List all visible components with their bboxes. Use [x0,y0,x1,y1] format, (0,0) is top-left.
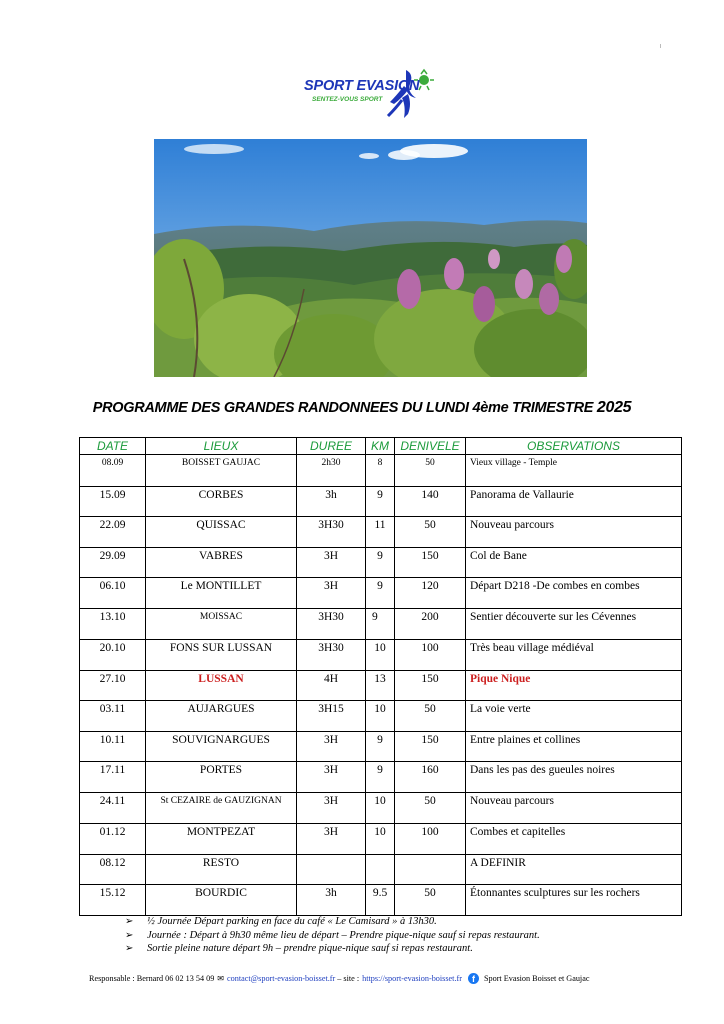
cell-observation: Entre plaines et collines [466,731,682,762]
note-text: Journée : Départ à 9h30 même lieu de départ – Prendre pique-nique sauf si repas restaurant. [147,929,540,941]
logo-name: SPORT EVASION [304,78,420,94]
arrow-bullet-icon: ➢ [125,943,134,954]
cell-observation: Vieux village - Temple [466,455,682,487]
cell-km: 9 [366,731,395,762]
cell-denivele: 200 [395,608,466,640]
cell-observation: Pique Nique [466,670,682,701]
cell-date: 06.10 [80,578,146,609]
note-text: Sortie pleine nature départ 9h – prendre pique-nique sauf si repas restaurant. [147,943,473,954]
table-row [80,701,682,732]
cell-duree: 3H [297,762,366,793]
table-row [80,455,682,487]
cell-duree: 3h [297,885,366,916]
cell-date: 15.12 [80,885,146,916]
cell-denivele: 120 [395,578,466,609]
cell-date: 17.11 [80,762,146,793]
cell-km: 9 [366,578,395,609]
list-item [125,929,540,943]
header-lieux: LIEUX [146,438,297,455]
cell-date: 20.10 [80,640,146,671]
cell-lieu: St CEZAIRE de GAUZIGNAN [146,792,297,824]
cell-duree: 2h30 [297,455,366,487]
landscape-photo [154,139,587,377]
cell-denivele: 50 [395,455,466,487]
footer-responsable: Responsable : Bernard 06 02 13 54 09 [89,974,215,983]
cell-observation: Col de Bane [466,547,682,578]
hike-program-table [79,437,682,916]
cell-duree: 3H30 [297,640,366,671]
table-row [80,854,682,885]
cell-denivele: 50 [395,701,466,732]
cell-duree: 3H15 [297,701,366,732]
cell-date: 27.10 [80,670,146,701]
arrow-bullet-icon: ➢ [125,929,134,941]
cell-km: 9 [366,486,395,517]
cell-denivele [395,854,466,885]
cell-km: 10 [366,792,395,824]
cell-lieu: PORTES [146,762,297,793]
cell-lieu: FONS SUR LUSSAN [146,640,297,671]
cell-km: 9 [366,547,395,578]
table-row [80,824,682,855]
header-date: DATE [80,438,146,455]
cell-km: 13 [366,670,395,701]
cell-lieu: CORBES [146,486,297,517]
cell-observation: Dans les pas des gueules noires [466,762,682,793]
cell-observation: Départ D218 -De combes en combes [466,578,682,609]
cell-observation: Nouveau parcours [466,792,682,824]
facebook-icon[interactable]: f [468,973,479,984]
cell-duree: 3H [297,731,366,762]
cell-lieu: MONTPEZAT [146,824,297,855]
cell-observation: Très beau village médiéval [466,640,682,671]
header-km: KM [366,438,395,455]
cell-duree: 3H30 [297,608,366,640]
cell-lieu: QUISSAC [146,517,297,548]
table-row [80,792,682,824]
cell-duree [297,854,366,885]
cell-observation: Panorama de Vallaurie [466,486,682,517]
cell-denivele: 50 [395,517,466,548]
footer [89,973,589,984]
header-denivele: DENIVELE [395,438,466,455]
table-row [80,731,682,762]
cell-duree: 3H [297,792,366,824]
sport-evasion-logo [294,60,444,128]
list-item [125,942,540,956]
header-duree: DUREE [297,438,366,455]
cell-denivele: 150 [395,731,466,762]
cell-duree: 3H [297,578,366,609]
cell-km: 10 [366,701,395,732]
cell-denivele: 150 [395,547,466,578]
header-observations: OBSERVATIONS [466,438,682,455]
cell-denivele: 150 [395,670,466,701]
cell-observation: Nouveau parcours [466,517,682,548]
table-header-row [80,438,682,455]
title-year: 2025 [596,399,632,416]
cell-lieu: SOUVIGNARGUES [146,731,297,762]
cell-date: 29.09 [80,547,146,578]
cell-date: 10.11 [80,731,146,762]
table-row [80,640,682,671]
cell-km: 11 [366,517,395,548]
cell-duree: 4H [297,670,366,701]
cell-date: 08.12 [80,854,146,885]
table-row [80,885,682,916]
table-row [80,486,682,517]
corner-mark [660,44,661,48]
table-row [80,608,682,640]
envelope-icon: ✉ [217,974,224,983]
footer-site-label: – site : [337,974,360,983]
table-row [80,670,682,701]
cell-lieu: RESTO [146,854,297,885]
cell-lieu: MOISSAC [146,608,297,640]
cell-date: 15.09 [80,486,146,517]
cell-km [366,854,395,885]
cell-denivele: 50 [395,792,466,824]
cell-duree: 3H [297,824,366,855]
cell-date: 01.12 [80,824,146,855]
cell-duree: 3H [297,547,366,578]
cell-denivele: 100 [395,640,466,671]
cell-observation: Étonnantes sculptures sur les rochers [466,885,682,916]
cell-km: 10 [366,640,395,671]
table-row [80,578,682,609]
logo-tagline: SENTEZ-VOUS SPORT [312,96,383,103]
cell-denivele: 160 [395,762,466,793]
cell-observation: Sentier découverte sur les Cévennes [466,608,682,640]
cell-km: 9 [366,762,395,793]
cell-km: 10 [366,824,395,855]
cell-km: 8 [366,455,395,487]
cell-denivele: 140 [395,486,466,517]
cell-lieu: BOISSET GAUJAC [146,455,297,487]
cell-denivele: 50 [395,885,466,916]
footer-email-link[interactable]: contact@sport-evasion-boisset.fr [227,974,336,983]
notes-list [125,915,540,956]
cell-date: 24.11 [80,792,146,824]
cell-km: 9.5 [366,885,395,916]
cell-observation: La voie verte [466,701,682,732]
footer-site-link[interactable]: https://sport-evasion-boisset.fr [362,974,462,983]
cell-observation: Combes et capitelles [466,824,682,855]
arrow-bullet-icon: ➢ [125,916,134,927]
cell-denivele: 100 [395,824,466,855]
cell-date: 13.10 [80,608,146,640]
cell-duree: 3H30 [297,517,366,548]
footer-facebook-text: Sport Evasion Boisset et Gaujac [483,974,590,983]
cell-lieu: VABRES [146,547,297,578]
table-row [80,762,682,793]
page-title [0,399,724,417]
table-row [80,517,682,548]
cell-date: 08.09 [80,455,146,487]
cell-lieu: AUJARGUES [146,701,297,732]
cell-km: 9 [366,608,395,640]
cell-observation: A DEFINIR [466,854,682,885]
cell-lieu: Le MONTILLET [146,578,297,609]
title-text: PROGRAMME DES GRANDES RANDONNEES DU LUNDI 4ème TRIMESTRE [92,400,594,416]
cell-duree: 3h [297,486,366,517]
cell-lieu: BOURDIC [146,885,297,916]
note-text: ½ Journée Départ parking en face du café « Le Camisard » à 13h30. [147,916,437,927]
cell-date: 22.09 [80,517,146,548]
cell-lieu: LUSSAN [146,670,297,701]
list-item [125,915,540,929]
cell-date: 03.11 [80,701,146,732]
table-row [80,547,682,578]
